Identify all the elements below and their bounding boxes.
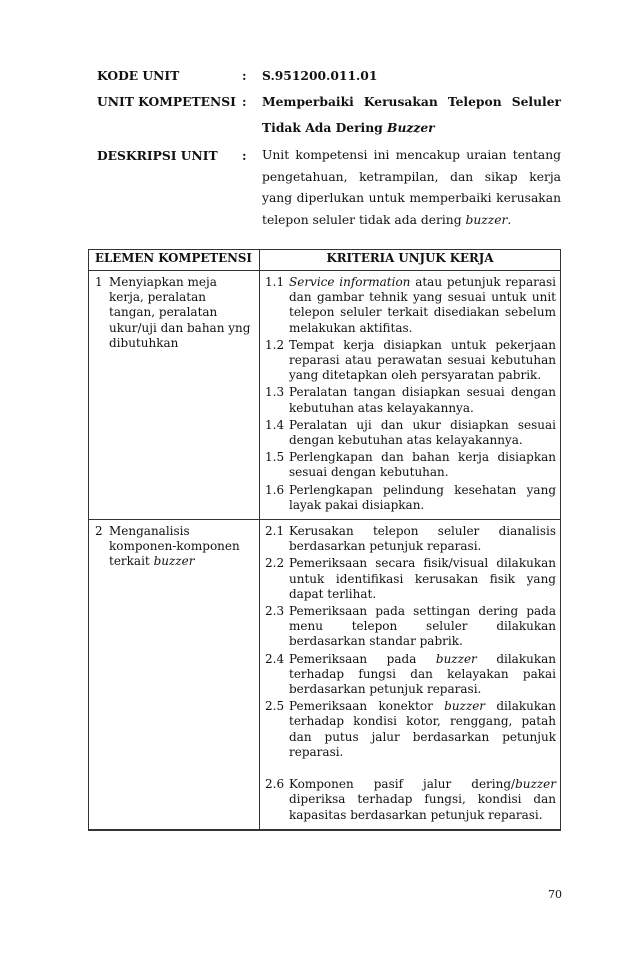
element-body: Menganalisis komponen-komponen terkait: [109, 524, 240, 569]
criteria-text: [289, 652, 556, 698]
deskripsi-value: [262, 143, 561, 231]
unit-kompetensi-text: Tidak Ada Dering: [262, 120, 388, 135]
col-header-kriteria: KRITERIA UNJUK KERJA: [260, 250, 561, 271]
unit-kompetensi-label: UNIT KOMPETENSI: [97, 94, 236, 109]
criteria-body: diperiksa terhadap fungsi, kondisi dan kapasitas berdasarkan petunjuk reparasi.: [289, 792, 556, 822]
deskripsi-end: .: [507, 212, 512, 227]
criteria-text: [289, 275, 556, 336]
criteria-item: [265, 699, 556, 760]
criteria-number: 2.6: [265, 777, 285, 792]
criteria-italic: buzzer: [435, 651, 477, 666]
unit-header: [97, 63, 561, 231]
criteria-text: Pemeriksaan pada settingan dering pada menu telepon seluler dilakukan berdasarkan standar pabrik.: [289, 604, 556, 649]
unit-kompetensi-italic: Buzzer: [387, 120, 435, 135]
criteria-item: [265, 275, 556, 336]
element-cell: [89, 520, 260, 830]
unit-kompetensi-line-2: [262, 115, 561, 141]
deskripsi-row: [97, 143, 561, 231]
criteria-number: 1.4: [265, 417, 285, 432]
table-row: [89, 271, 561, 520]
colon: :: [242, 94, 247, 109]
criteria-italic: buzzer: [444, 699, 486, 714]
criteria-number: 2.4: [265, 651, 285, 666]
colon: :: [242, 68, 247, 83]
criteria-text: Peralatan uji dan ukur disiapkan sesuai dengan kebutuhan atas kelayakannya.: [289, 417, 556, 448]
element-number: 2: [95, 524, 103, 539]
criteria-item: [265, 418, 556, 448]
competency-table: [88, 249, 561, 831]
element-number: 1: [95, 275, 103, 289]
deskripsi-italic: buzzer: [465, 212, 508, 227]
criteria-text: Pemeriksaan secara fisik/visual dilakukan untuk identifikasi kerusakan fisik yang dapat terlihat.: [289, 556, 556, 601]
criteria-body: atau petunjuk reparasi dan gambar tehnik yang sesuai untuk unit telepon seluler terkait disediakan sebelum melakukan aktifitas.: [289, 275, 556, 335]
criteria-number: 1.2: [265, 337, 285, 352]
unit-kompetensi-row: [97, 89, 561, 141]
criteria-text: [289, 777, 556, 823]
criteria-text: [289, 699, 556, 760]
deskripsi-label: DESKRIPSI UNIT: [97, 148, 218, 163]
criteria-item: [265, 604, 556, 650]
criteria-italic: Service information: [289, 275, 411, 289]
criteria-text: Peralatan tangan disiapkan sesuai dengan kebutuhan atas kelayakannya.: [289, 385, 556, 415]
table-row: [89, 520, 561, 830]
deskripsi-text: Unit kompetensi ini mencakup uraian tentang pengetahuan, ketrampilan, dan sikap kerja yang diperlukan untuk memperbaiki kerusakan telepon seluler tidak ada dering: [262, 148, 561, 227]
page-number: 70: [548, 888, 562, 901]
element-text: Menyiapkan meja kerja, peralatan tangan, peralatan ukur/uji dan bahan yng dibutuhkan: [109, 275, 251, 350]
criteria-cell: [260, 271, 561, 520]
criteria-italic: buzzer: [515, 777, 556, 792]
criteria-text: Kerusakan telepon seluler dianalisis berdasarkan petunjuk reparasi.: [289, 524, 556, 554]
colon: :: [242, 148, 247, 163]
criteria-item: [265, 777, 556, 823]
criteria-number: 2.5: [265, 699, 285, 714]
criteria-number: 1.5: [265, 450, 285, 465]
criteria-number: 2.1: [265, 524, 285, 539]
criteria-item: [265, 556, 556, 602]
criteria-number: 2.2: [265, 556, 285, 571]
col-header-elemen: ELEMEN KOMPETENSI: [89, 250, 260, 271]
element-text: [109, 524, 255, 570]
criteria-number: 1.6: [265, 482, 285, 497]
element-italic: buzzer: [153, 554, 195, 569]
criteria-body: dilakukan terhadap fungsi dan kelayakan pakai berdasarkan petunjuk reparasi.: [289, 651, 556, 697]
criteria-text: Tempat kerja disiapkan untuk pekerjaan reparasi atau perawatan sesuai kebutuhan yang ditetapkan oleh persyaratan pabrik.: [289, 337, 556, 383]
unit-kompetensi-line-1: Memperbaiki Kerusakan Telepon Seluler: [262, 94, 561, 109]
criteria-pre: Pemeriksaan konektor: [289, 699, 445, 714]
criteria-text: Perlengkapan dan bahan kerja disiapkan sesuai dengan kebutuhan.: [289, 450, 556, 480]
kode-unit-label: KODE UNIT: [97, 68, 180, 83]
table-header-row: [89, 250, 561, 271]
criteria-item: [265, 652, 556, 698]
criteria-body: dilakukan terhadap kondisi kotor, renggang, patah dan putus jalur berdasarkan petunjuk reparasi.: [289, 699, 557, 759]
criteria-number: 1.3: [265, 385, 285, 400]
criteria-item: [265, 338, 556, 384]
criteria-cell: [260, 520, 561, 830]
criteria-pre: Komponen pasif jalur dering/: [289, 777, 516, 792]
kode-unit-value: S.951200.011.01: [262, 68, 378, 83]
criteria-number: 1.1: [265, 275, 285, 289]
criteria-item: [265, 483, 556, 513]
kode-unit-row: [97, 63, 561, 89]
criteria-item: [265, 524, 556, 554]
criteria-item: [265, 385, 556, 415]
criteria-text: Perlengkapan pelindung kesehatan yang layak pakai disiapkan.: [289, 482, 556, 512]
unit-kompetensi-value: [262, 89, 561, 141]
criteria-number: 2.3: [265, 604, 285, 619]
criteria-item: [265, 450, 556, 480]
criteria-pre: Pemeriksaan pada: [289, 651, 436, 666]
element-cell: [89, 271, 260, 520]
